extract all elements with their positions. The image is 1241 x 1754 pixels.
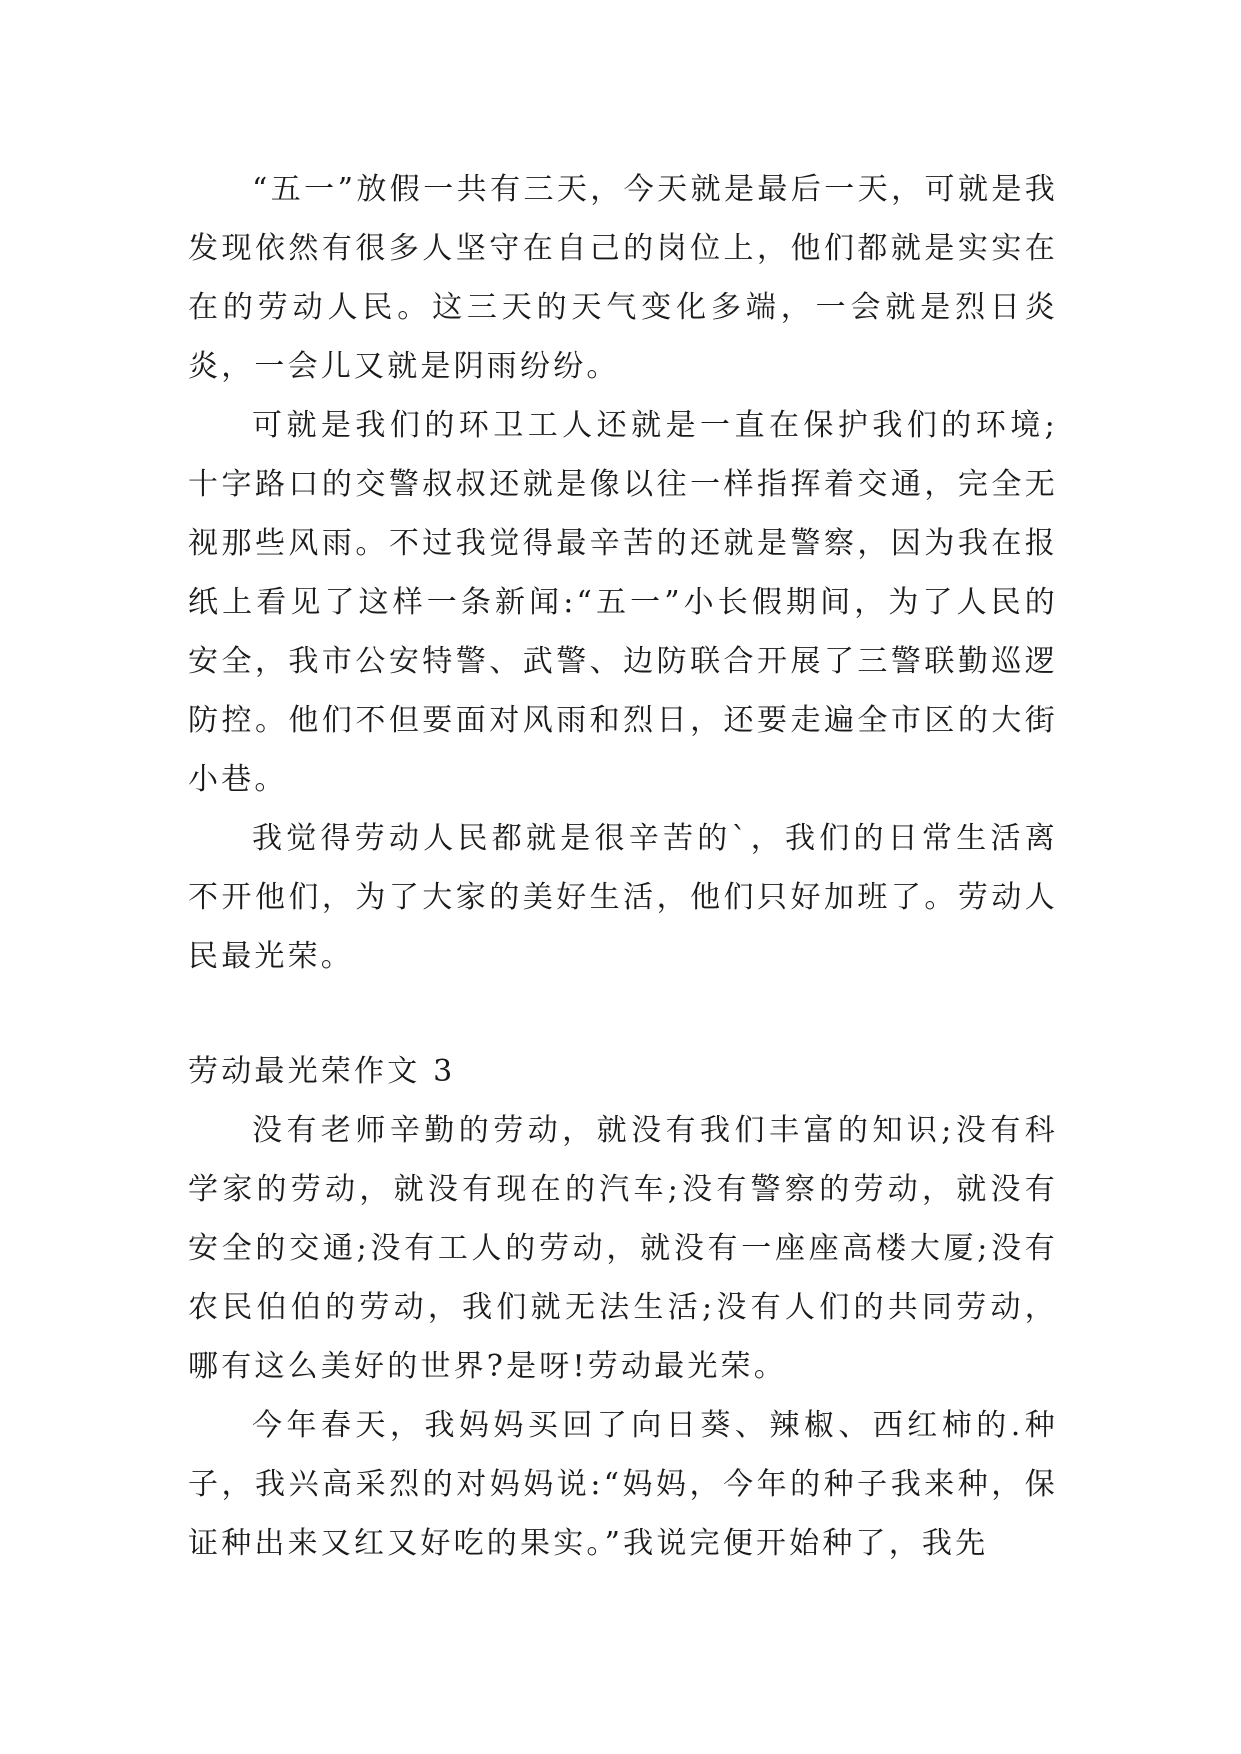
- paragraph-without-labor: 没有老师辛勤的劳动，就没有我们丰富的知识;没有科学家的劳动，就没有现在的汽车;没有警察的劳动，就没有安全的交通;没有工人的劳动，就没有一座座高楼大厦;没有农民伯伯的劳动，我们就无法生活;没有人们的共同劳动，哪有这么美好的世界?是呀!劳动最光荣。: [188, 1113, 1058, 1384]
- paragraph-may-day-holiday: “五一”放假一共有三天，今天就是最后一天，可就是我发现依然有很多人坚守在自己的岗位上，他们都就是实实在在的劳动人民。这三天的天气变化多端，一会就是烈日炎炎，一会儿又就是阴雨纷纷。: [188, 172, 1058, 384]
- section-title: 劳动最光荣作文 3: [188, 1054, 456, 1089]
- document-body: [188, 160, 1058, 1573]
- paragraph-planting-seeds: 今年春天，我妈妈买回了向日葵、辣椒、西红柿的.种子，我兴高采烈的对妈妈说:“妈妈，今年的种子我来种，保证种出来又红又好吃的果实。”我说完便开始种了，我先: [188, 1408, 1058, 1561]
- paragraph-workers-glory: 我觉得劳动人民都就是很辛苦的`，我们的日常生活离不开他们，为了大家的美好生活，他们只好加班了。劳动人民最光荣。: [188, 821, 1058, 974]
- paragraph-sanitation-workers: 可就是我们的环卫工人还就是一直在保护我们的环境;十字路口的交警叔叔还就是像以往一样指挥着交通，完全无视那些风雨。不过我觉得最辛苦的还就是警察，因为我在报纸上看见了这样一条新闻:“五一”小长假期间，为了人民的安全，我市公安特警、武警、边防联合开展了三警联勤巡逻防控。他们不但要面对风雨和烈日，还要走遍全市区的大街小巷。: [188, 408, 1058, 797]
